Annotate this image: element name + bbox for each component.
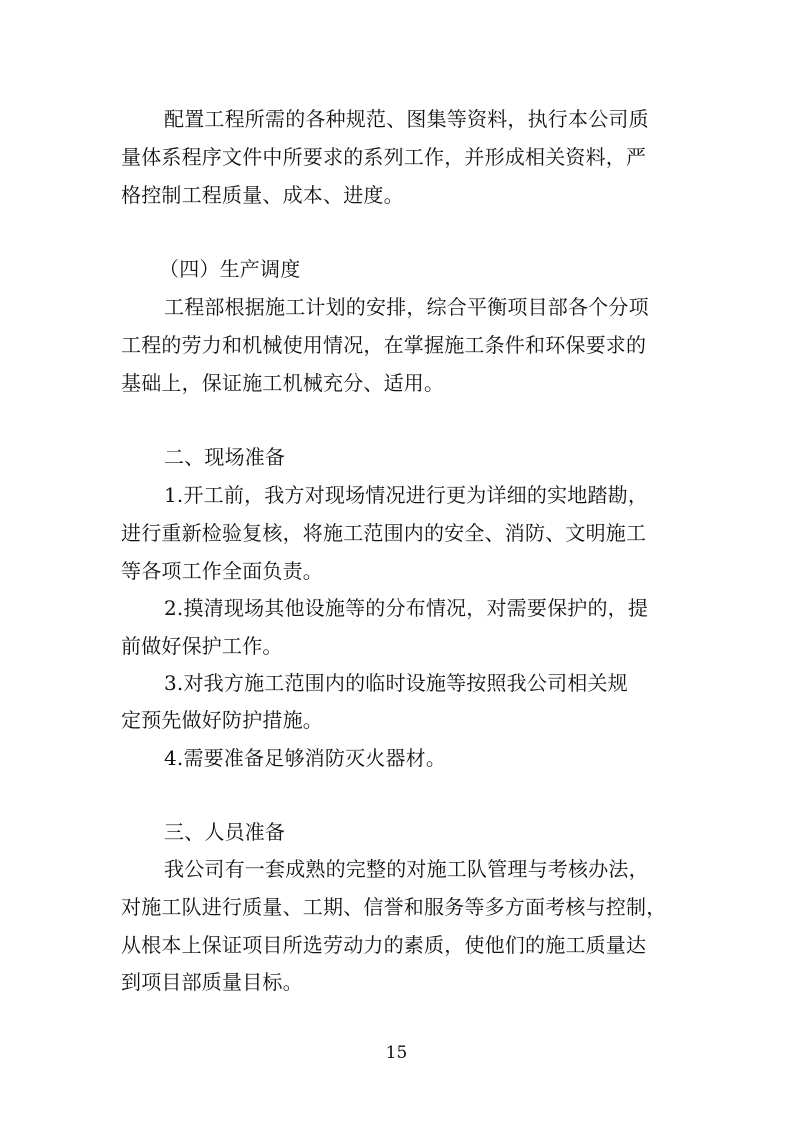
section-heading: 二、现场准备 [164,445,286,469]
list-item-line: 等各项工作全面负责。 [121,559,323,583]
text-line: 从根本上保证项目所选劳动力的素质，使他们的施工质量达 [121,933,647,957]
text-line: 量体系程序文件中所要求的系列工作，并形成相关资料，严 [121,145,647,169]
text-line: 基础上，保证施工机械充分、适用。 [121,371,445,395]
section-heading: （四）生产调度 [159,257,301,281]
list-item-line: 进行重新检验复核，将施工范围内的安全、消防、文明施工 [121,521,647,545]
text-line: 对施工队进行质量、工期、信誉和服务等多方面考核与控制， [121,895,667,919]
text-line: 我公司有一套成熟的完整的对施工队管理与考核办法， [164,857,649,881]
section-heading: 三、人员准备 [164,820,286,844]
list-item-line: 2.摸清现场其他设施等的分布情况，对需要保护的，提 [164,596,649,620]
text-line: 格控制工程质量、成本、进度。 [121,183,404,207]
text-line: 工程的劳力和机械使用情况，在掌握施工条件和环保要求的 [121,333,647,357]
text-line: 工程部根据施工计划的安排，综合平衡项目部各个分项 [164,295,649,319]
list-item-line: 3.对我方施工范围内的临时设施等按照我公司相关规 [164,671,628,695]
list-item-line: 4.需要准备足够消防灭火器材。 [164,746,447,770]
list-item-line: 前做好保护工作。 [121,634,283,658]
list-item-line: 1.开工前，我方对现场情况进行更为详细的实地踏勘， [164,483,649,507]
text-line: 配置工程所需的各种规范、图集等资料，执行本公司质 [164,107,649,131]
text-line: 到项目部质量目标。 [121,970,303,994]
page-number: 15 [385,1043,408,1063]
list-item-line: 定预先做好防护措施。 [121,708,323,732]
